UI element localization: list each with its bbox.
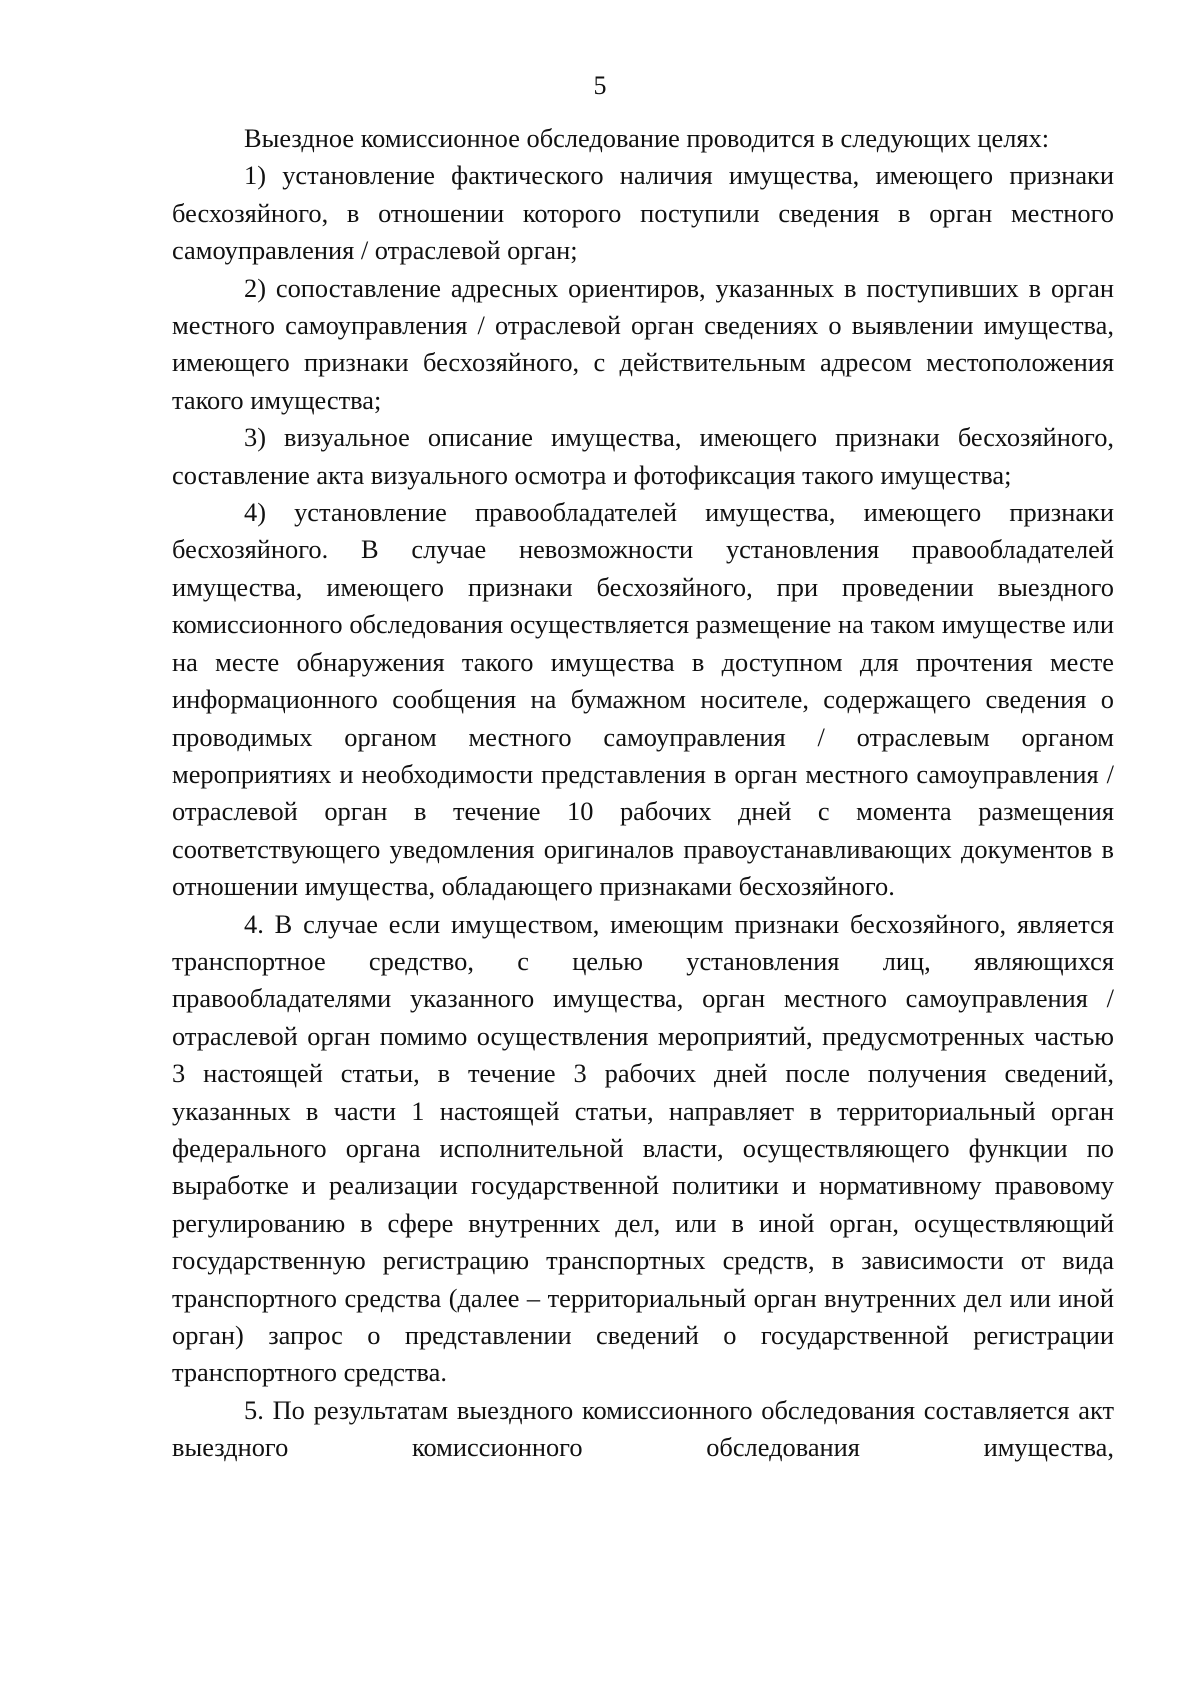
paragraph-purposes-intro: Выездное комиссионное обследование проводится в следующих целях: xyxy=(244,123,1050,153)
paragraph-purpose-1: 1) установление фактического наличия имущества, имеющего признаки бесхозяйного, в отношении которого поступили сведения в орган местного самоуправления / отраслевой орган; xyxy=(172,160,1114,266)
paragraph-clause-4: 4. В случае если имуществом, имеющим признаки бесхозяйного, является транспортное средство, с целью установления лиц, являющихся правообладателями указанного имущества, орган местного самоуправления / отраслевой орган помимо осуществления мероприятий, предусмотренных частью 3 настоящей статьи, в течение 3 рабочих дней после получения сведений, указанных в части 1 настоящей статьи, направляет в территориальный орган федерального органа исполнительной власти, осуществляющего функции по выработке и реализации государственной политики и нормативному правовому регулированию в сфере внутренних дел, или в иной орган, осуществляющий государственную регистрацию транспортных средств, в зависимости от вида транспортного средства (далее – территориальный орган внутренних дел или иной орган) запрос о представлении сведений о государственной регистрации транспортного средства. xyxy=(172,908,1114,1388)
document-body xyxy=(172,120,1114,1467)
paragraph-purpose-3: 3) визуальное описание имущества, имеющего признаки бесхозяйного, составление акта визуального осмотра и фотофиксация такого имущества; xyxy=(172,422,1114,490)
page-number: 5 xyxy=(593,71,607,100)
paragraph-clause-5: 5. По результатам выездного комиссионного обследования составляется акт выездного комиссионного обследования имущества, xyxy=(172,1394,1114,1463)
paragraph-purpose-2: 2) сопоставление адресных ориентиров, указанных в поступивших в орган местного самоуправления / отраслевой орган сведениях о выявлении имущества, имеющего признаки бесхозяйного, с действительным адресом местоположения такого имущества; xyxy=(172,272,1114,415)
paragraph-purpose-4: 4) установление правообладателей имущества, имеющего признаки бесхозяйного. В случае невозможности установления правообладателей имущества, имеющего признаки бесхозяйного, при проведении выездного комиссионного обследования осуществляется размещение на таком имуществе или на месте обнаружения такого имущества в доступном для прочтения месте информационного сообщения на бумажном носителе, содержащего сведения о проводимых органом местного самоуправления / отраслевым органом мероприятиях и необходимости представления в орган местного самоуправления / отраслевой орган в течение 10 рабочих дней с момента размещения соответствующего уведомления оригиналов правоустанавливающих документов в отношении имущества, обладающего признаками бесхозяйного. xyxy=(172,497,1114,902)
